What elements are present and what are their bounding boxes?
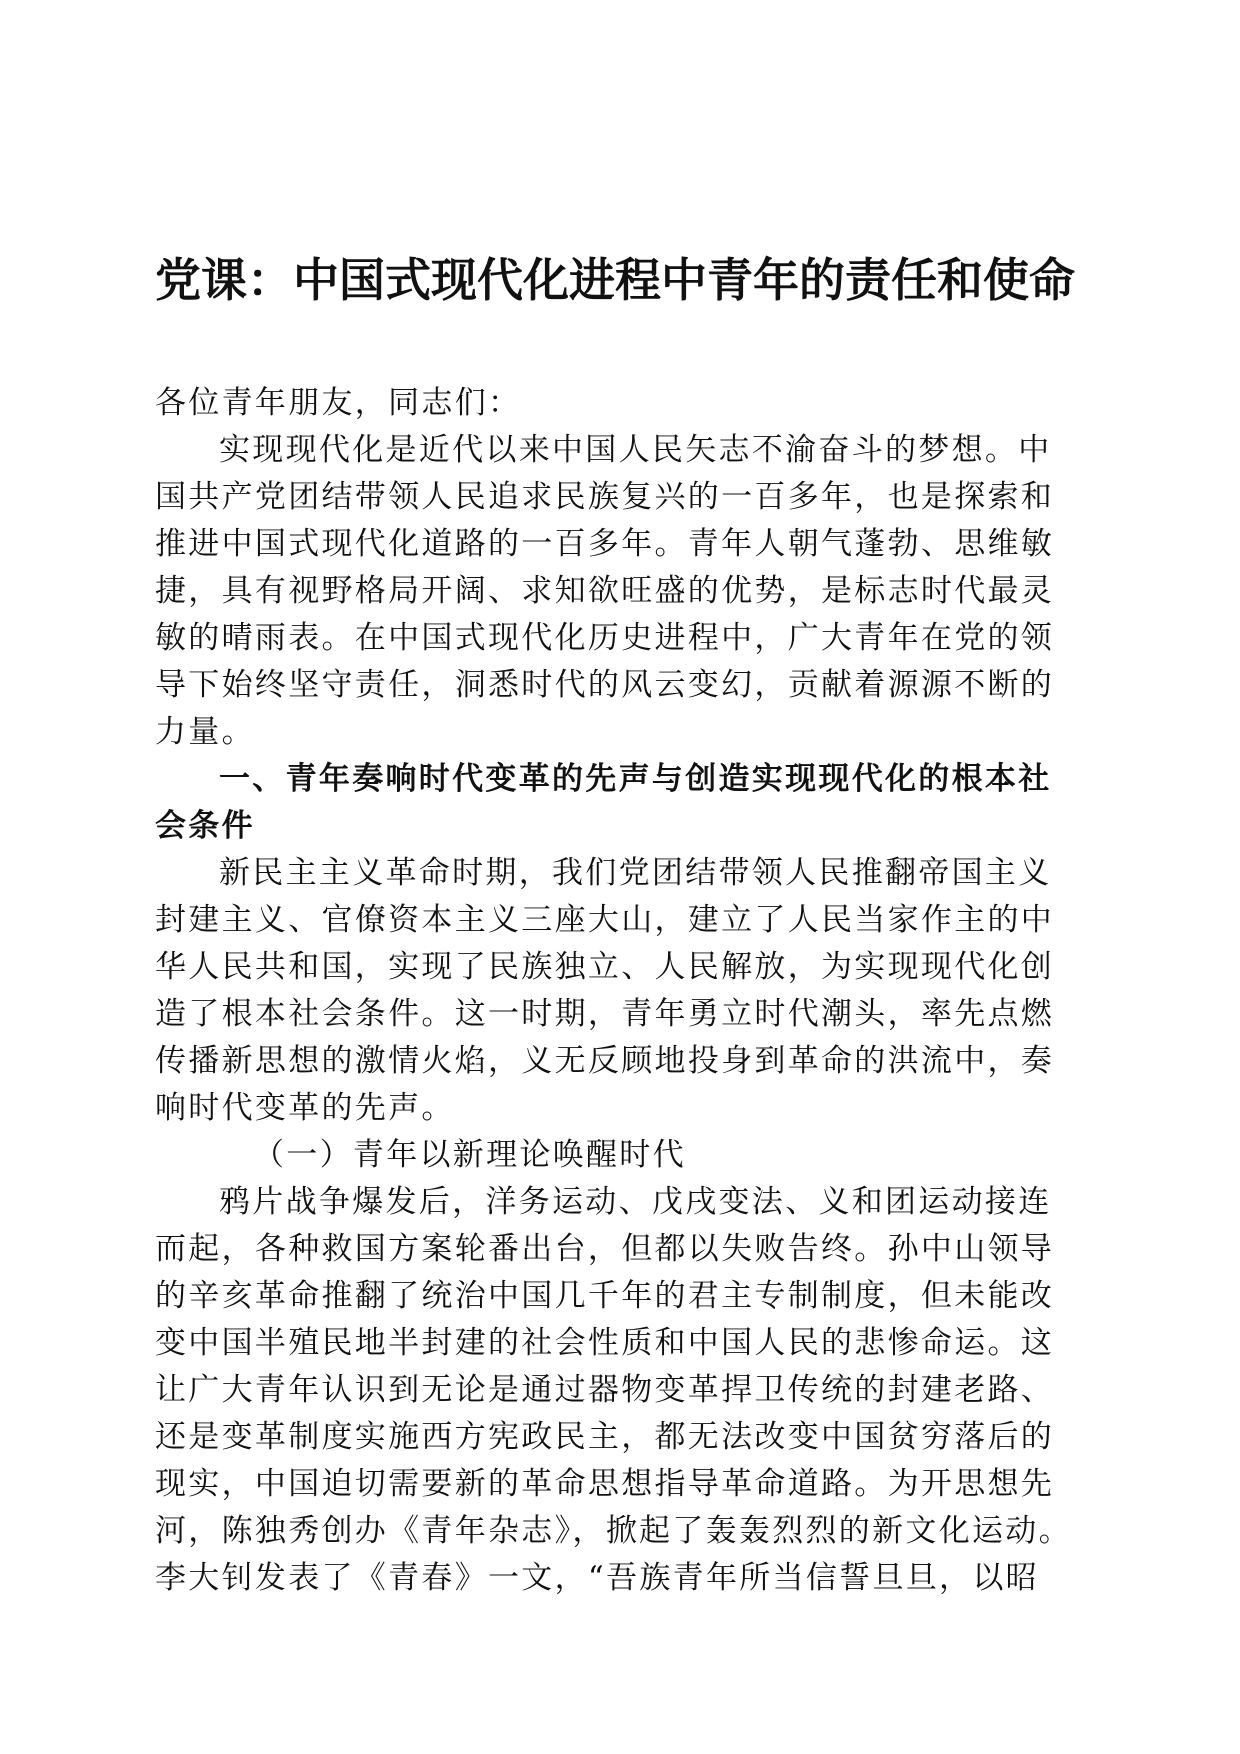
paragraph-line: 让广大青年认识到无论是通过器物变革捍卫传统的封建老路、 xyxy=(155,1372,1055,1408)
paragraph-line: 封建主义、官僚资本主义三座大山，建立了人民当家作主的中 xyxy=(155,902,1055,938)
section-heading-line: 一、青年奏响时代变革的先声与创造实现现代化的根本社 xyxy=(219,761,1052,797)
paragraph-line: 华人民共和国，实现了民族独立、人民解放，为实现现代化创 xyxy=(155,949,1055,985)
paragraph-line: 传播新思想的激情火焰，义无反顾地投身到革命的洪流中，奏 xyxy=(155,1043,1055,1079)
paragraph-line: 推进中国式现代化道路的一百多年。青年人朝气蓬勃、思维敏 xyxy=(155,526,1055,562)
salutation-line: 各位青年朋友，同志们： xyxy=(155,385,522,421)
paragraph-line: 李大钊发表了《青春》一文，“吾族青年所当信誓旦旦，以昭 xyxy=(155,1560,1039,1596)
document-body xyxy=(155,380,1080,1602)
paragraph-line: 力量。 xyxy=(155,714,255,750)
paragraph-line: 的辛亥革命推翻了统治中国几千年的君主专制制度，但未能改 xyxy=(155,1278,1055,1314)
document-title: 党课：中国式现代化进程中青年的责任和使命 xyxy=(155,253,1075,307)
paragraph-line: 变中国半殖民地半封建的社会性质和中国人民的悲惨命运。这 xyxy=(155,1325,1055,1361)
subsection-heading-line: （一）青年以新理论唤醒时代 xyxy=(253,1137,686,1173)
paragraph-line: 鸦片战争爆发后，洋务运动、戊戌变法、义和团运动接连 xyxy=(219,1184,1052,1220)
paragraph-line: 捷，具有视野格局开阔、求知欲旺盛的优势，是标志时代最灵 xyxy=(155,573,1055,609)
paragraph-line: 而起，各种救国方案轮番出台，但都以失败告终。孙中山领导 xyxy=(155,1231,1055,1267)
paragraph-line: 实现现代化是近代以来中国人民矢志不渝奋斗的梦想。中 xyxy=(219,432,1052,468)
paragraph-line: 新民主主义革命时期，我们党团结带领人民推翻帝国主义 xyxy=(219,855,1052,891)
paragraph-line: 还是变革制度实施西方宪政民主，都无法改变中国贫穷落后的 xyxy=(155,1419,1055,1455)
section-heading-line: 会条件 xyxy=(155,808,255,844)
paragraph-line: 响时代变革的先声。 xyxy=(155,1090,455,1126)
paragraph-line: 现实，中国迫切需要新的革命思想指导革命道路。为开思想先 xyxy=(155,1466,1055,1502)
paragraph-line: 导下始终坚守责任，洞悉时代的风云变幻，贡献着源源不断的 xyxy=(155,667,1055,703)
paragraph-line: 河，陈独秀创办《青年杂志》，掀起了轰轰烈烈的新文化运动。 xyxy=(155,1513,1072,1549)
paragraph-line: 敏的晴雨表。在中国式现代化历史进程中，广大青年在党的领 xyxy=(155,620,1055,656)
paragraph-line: 造了根本社会条件。这一时期，青年勇立时代潮头，率先点燃 xyxy=(155,996,1055,1032)
paragraph-line: 国共产党团结带领人民追求民族复兴的一百多年，也是探索和 xyxy=(155,479,1055,515)
